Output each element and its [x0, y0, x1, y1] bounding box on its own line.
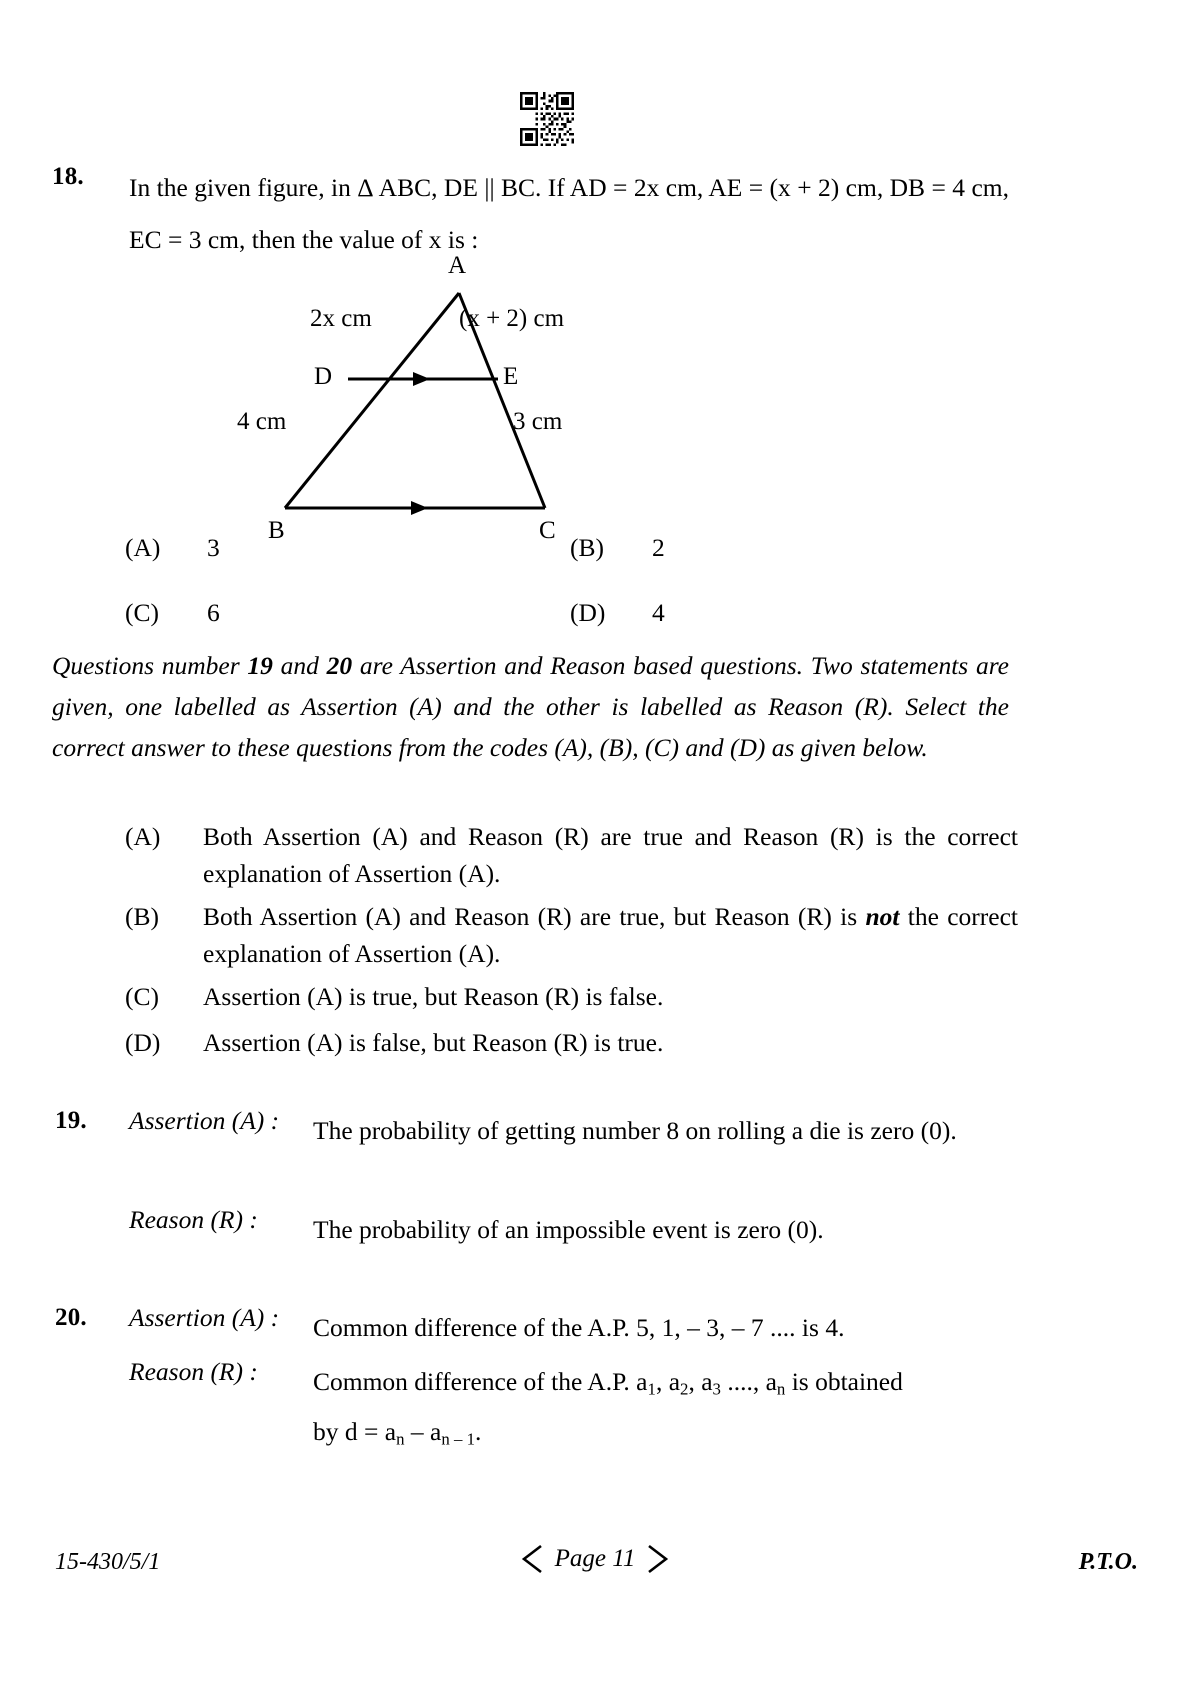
q18-option-b-tag: (B): [570, 533, 604, 562]
question-20-number: 20.: [55, 1304, 87, 1331]
footer-paper-code: 15-430/5/1: [55, 1549, 161, 1575]
figure-label-ec: 3 cm: [513, 408, 563, 435]
code-option-b-text: [203, 898, 1018, 972]
question-20-reason-formula: [313, 1407, 1013, 1457]
q20-reason-seg2: , a: [655, 1367, 681, 1396]
instructions-part2: and: [272, 651, 327, 680]
q20-formula-sub-n: n: [396, 1429, 405, 1449]
question-20-assertion-label: Assertion (A) :: [129, 1303, 280, 1332]
question-19-assertion-label: Assertion (A) :: [129, 1106, 280, 1135]
q20-reason-sub-2: 2: [680, 1379, 689, 1399]
instructions-bold-20: 20: [326, 651, 353, 680]
figure-label-a: A: [448, 252, 467, 279]
code-option-b-tag: (B): [125, 902, 159, 931]
figure-label-ad: 2x cm: [310, 305, 372, 332]
q20-reason-sub-1: 1: [647, 1379, 656, 1399]
code-option-d-tag: (D): [125, 1028, 161, 1057]
question-19-number: 19.: [55, 1107, 87, 1134]
figure-label-b: B: [268, 517, 285, 544]
code-option-a-text: Both Assertion (A) and Reason (R) are true and Reason (R) is the correct explanation of Assertion (A).: [203, 822, 1018, 888]
page-number-label: Page 11: [554, 1545, 636, 1572]
q18-option-d-tag: (D): [570, 598, 606, 627]
q20-formula-seg1: by d = a: [313, 1417, 397, 1446]
footer-pto: P.T.O.: [1078, 1549, 1138, 1575]
q20-reason-seg1: Common difference of the A.P. a: [313, 1367, 648, 1396]
assertion-reason-instructions: [52, 645, 1009, 768]
q20-formula-sub-n-1: n – 1: [441, 1429, 475, 1449]
q20-reason-seg4: ...., a: [720, 1367, 777, 1396]
q18-option-a-value: 3: [207, 533, 220, 562]
question-20-assertion-text: Common difference of the A.P. 5, 1, – 3, – 7 .... is 4.: [313, 1313, 845, 1342]
code-option-b-text-before: Both Assertion (A) and Reason (R) are true, but Reason (R) is: [203, 902, 866, 931]
figure-label-db: 4 cm: [237, 408, 287, 435]
code-option-b-emphasis: not: [865, 902, 900, 931]
q18-option-b-value: 2: [652, 533, 665, 562]
q18-option-a-tag: (A): [125, 533, 161, 562]
triangle-figure: [210, 245, 640, 545]
instructions-part1: Questions number: [52, 651, 248, 680]
code-option-d-text: Assertion (A) is false, but Reason (R) is true.: [203, 1028, 664, 1057]
instructions-bold-19: 19: [247, 651, 273, 680]
chevron-left-icon: [521, 1544, 543, 1574]
q20-reason-seg3: , a: [688, 1367, 713, 1396]
q20-reason-sub-n: n: [776, 1379, 786, 1399]
code-option-c-tag: (C): [125, 982, 159, 1011]
instructions-part3: are Assertion and Reason based questions. Two statements are given, one labelled as Assertion (A) and the other is labelled as Reason (R). Select the correct answer to these questions from the codes (A), (B), (C) and (D) as given below.: [52, 651, 1009, 762]
question-18-number: 18.: [52, 163, 84, 190]
question-19-assertion-text: The probability of getting number 8 on rolling a die is zero (0).: [313, 1116, 957, 1145]
chevron-right-icon: [647, 1544, 669, 1574]
footer-page-indicator: [0, 1545, 1190, 1573]
q18-option-c-value: 6: [207, 598, 220, 627]
q20-reason-sub-3: 3: [712, 1379, 721, 1399]
question-19-reason-label: Reason (R) :: [129, 1205, 258, 1234]
question-20-reason-text: [313, 1357, 1013, 1407]
question-19-reason-text: The probability of an impossible event is zero (0).: [313, 1215, 824, 1244]
q20-reason-seg5: is obtained: [785, 1367, 903, 1396]
q20-formula-seg3: .: [474, 1417, 482, 1446]
page-number-box: [521, 1545, 670, 1573]
figure-label-c: C: [539, 517, 556, 544]
code-option-b-text-after: the correct explanation of Assertion (A).: [203, 902, 1018, 968]
code-option-c-text: Assertion (A) is true, but Reason (R) is false.: [203, 982, 664, 1011]
q18-option-c-tag: (C): [125, 598, 159, 627]
q18-option-d-value: 4: [652, 598, 665, 627]
question-18-text: In the given figure, in Δ ABC, DE || BC. If AD = 2x cm, AE = (x + 2) cm, DB = 4 cm, EC = 3 cm, then the value of x is :: [129, 173, 1009, 254]
figure-label-ae: (x + 2) cm: [459, 305, 565, 332]
code-option-a-tag: (A): [125, 822, 161, 851]
figure-label-e: E: [503, 363, 519, 390]
figure-label-d: D: [314, 363, 333, 390]
q20-formula-seg2: – a: [404, 1417, 442, 1446]
qr-code-icon: [520, 92, 574, 146]
question-20-reason-label: Reason (R) :: [129, 1357, 258, 1386]
